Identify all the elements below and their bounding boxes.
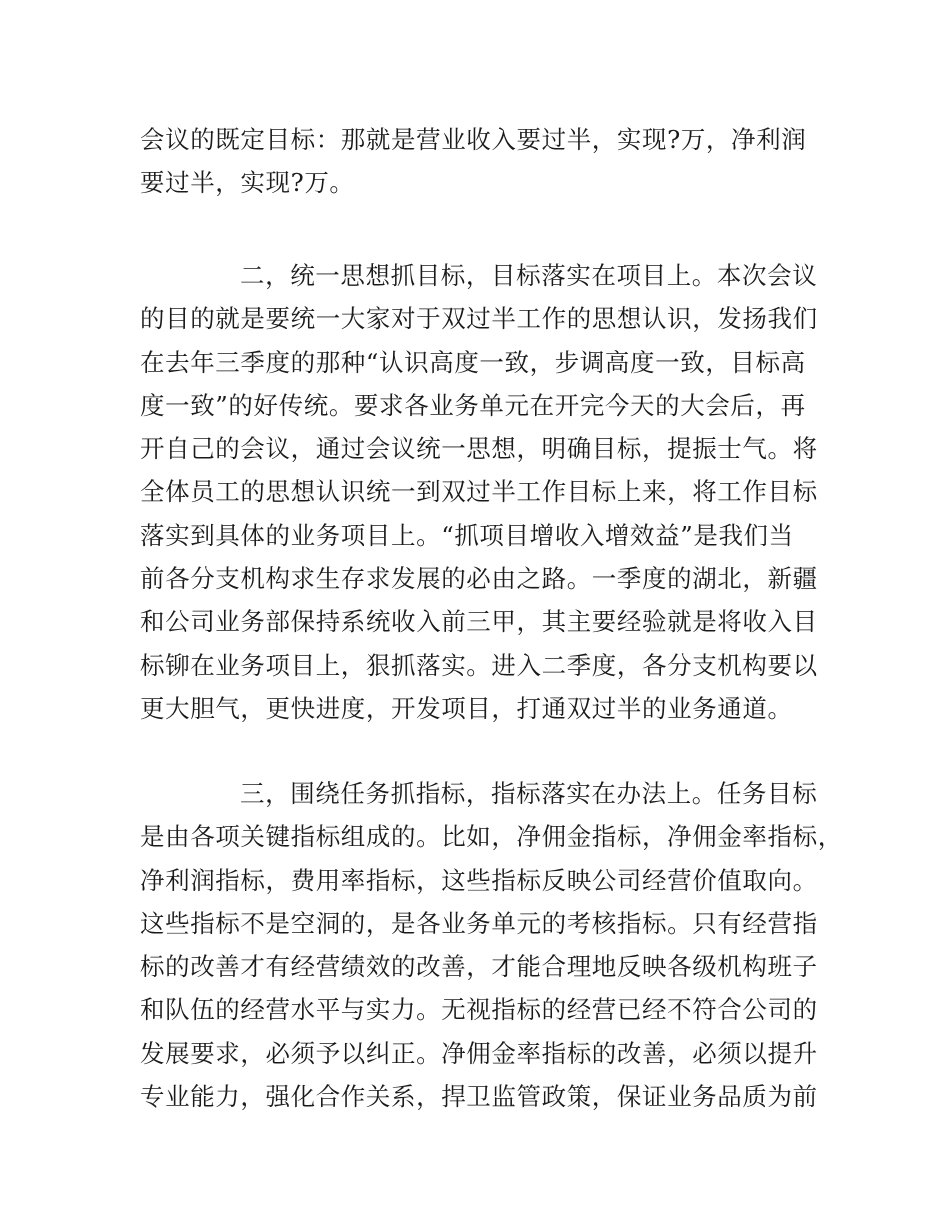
- text-line: 和队伍的经营水平与实力。无视指标的经营已经不符合公司的: [140, 995, 818, 1025]
- paragraph-meeting-goal: [140, 118, 830, 205]
- text-line: 度一致”的好传统。要求各业务单元在开完今天的大会后，再: [140, 390, 806, 420]
- text-line: 是由各项关键指标组成的。比如，净佣金指标，净佣金率指标，: [140, 822, 843, 852]
- text-line: 发展要求，必须予以纠正。净佣金率指标的改善，必须以提升: [140, 1038, 818, 1068]
- text-line: 和公司业务部保持系统收入前三甲，其主要经验就是将收入目: [140, 607, 818, 637]
- section-heading-line: 三，围绕任务抓指标，指标落实在办法上。任务目标: [240, 779, 818, 808]
- text-line: 要过半，实现?万。: [140, 168, 355, 198]
- text-line: 专业能力，强化合作关系，捍卫监管政策，保证业务品质为前: [140, 1082, 818, 1112]
- text-line: 全体员工的思想认识统一到双过半工作目标上来，将工作目标: [140, 477, 818, 507]
- text-line: 前各分支机构求生存求发展的必由之路。一季度的湖北，新疆: [140, 564, 818, 594]
- text-line: 更大胆气，更快进度，开发项目，打通双过半的业务通道。: [140, 693, 793, 723]
- text-line: 标的改善才有经营绩效的改善，才能合理地反映各级机构班子: [140, 952, 818, 982]
- text-line: 在去年三季度的那种“认识高度一致，步调高度一致，目标高: [140, 347, 806, 377]
- text-line: 落实到具体的业务项目上。“抓项目增收入增效益”是我们当: [140, 520, 794, 550]
- text-line: 标铆在业务项目上，狠抓落实。进入二季度，各分支机构要以: [140, 650, 818, 680]
- paragraph-section-two: [140, 254, 830, 730]
- text-line: 这些指标不是空洞的，是各业务单元的考核指标。只有经营指: [140, 908, 818, 938]
- paragraph-section-three: [140, 772, 843, 1118]
- section-heading-line: 二，统一思想抓目标，目标落实在项目上。本次会议: [240, 261, 818, 290]
- text-line: 开自己的会议，通过会议统一思想，明确目标，提振士气。将: [140, 434, 818, 464]
- text-line: 会议的既定目标：那就是营业收入要过半，实现?万，净利润: [140, 125, 807, 154]
- text-line: 净利润指标，费用率指标，这些指标反映公司经营价值取向。: [140, 865, 818, 895]
- text-line: 的目的就是要统一大家对于双过半工作的思想认识，发扬我们: [140, 304, 818, 334]
